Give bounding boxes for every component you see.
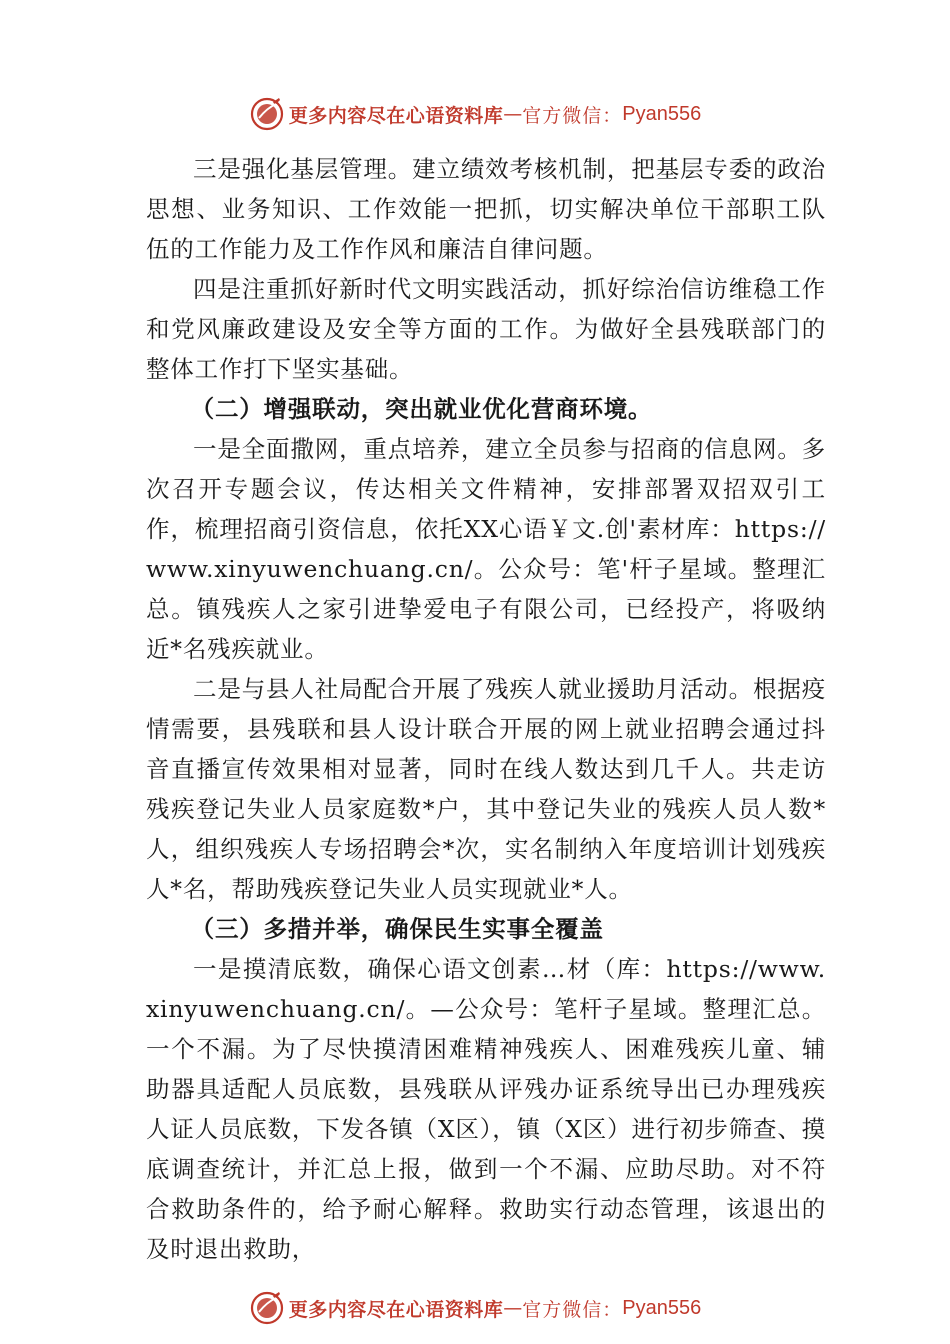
- paragraph: 二是与县人社局配合开展了残疾人就业援助月活动。根据疫情需要，县残联和县人设计联合开展的网上就业招聘会通过抖音直播宣传效果相对显著，同时在线人数达到几千人。共走访残疾登记失业人员家庭数*户，其中登记失业的残疾人员人数*人，组织残疾人专场招聘会*次，实名制纳入年度培训计划残疾人*名，帮助残疾登记失业人员实现就业*人。: [146, 675, 826, 903]
- watermark-banner-bottom: [0, 1288, 950, 1328]
- watermark-banner-top: [0, 94, 950, 134]
- watermark-wechat-id: Pyan556: [622, 102, 702, 125]
- paragraph: 一是摸清底数，确保心语文创素…材（库：https://www.xinyuwenchuang.cn/。—公众号：笔杆子星域。整理汇总。一个不漏。为了尽快摸清困难精神残疾人、困难残疾儿童、辅助器具适配人员底数，县残联从评残办证系统导出已办理残疾人证人员底数，下发各镇（X区），镇（X区）进行初步筛查、摸底调查统计，并汇总上报，做到一个不漏、应助尽助。对不符合救助条件的，给予耐心解释。救助实行动态管理，该退出的及时退出救助，: [146, 955, 826, 1263]
- watermark-separator: —: [503, 1297, 523, 1319]
- pen-logo-icon: [249, 1290, 285, 1326]
- watermark-wechat-label: 官方微信：: [522, 1298, 623, 1321]
- watermark-separator: —: [503, 103, 523, 125]
- watermark-site-text: 更多内容尽在心语资料库: [288, 104, 504, 127]
- watermark-wechat-id: Pyan556: [622, 1296, 702, 1319]
- paragraph: 四是注重抓好新时代文明实践活动，抓好综治信访维稳工作和党风廉政建设及安全等方面的工作。为做好全县残联部门的整体工作打下坚实基础。: [146, 275, 826, 383]
- section-heading: （三）多措并举，确保民生实事全覆盖: [190, 915, 604, 943]
- paragraph: 一是全面撒网，重点培养，建立全员参与招商的信息网。多次召开专题会议，传达相关文件精神，安排部署双招双引工作，梳理招商引资信息，依托XX心语￥文.创'素材库：https://www.xinyuwenchuang.cn/。公众号：笔'杆子星域。整理汇总。镇残疾人之家引进挚爱电子有限公司，已经投产，将吸纳近*名残疾就业。: [146, 435, 826, 663]
- section-heading: （二）增强联动，突出就业优化营商环境。: [190, 395, 653, 423]
- watermark-wechat-label: 官方微信：: [522, 104, 623, 127]
- paragraph: 三是强化基层管理。建立绩效考核机制，把基层专委的政治思想、业务知识、工作效能一把抓，切实解决单位干部职工队伍的工作能力及工作作风和廉洁自律问题。: [146, 155, 826, 263]
- watermark-site-text: 更多内容尽在心语资料库: [288, 1298, 504, 1321]
- document-body: [146, 149, 826, 1269]
- pen-logo-icon: [249, 96, 285, 132]
